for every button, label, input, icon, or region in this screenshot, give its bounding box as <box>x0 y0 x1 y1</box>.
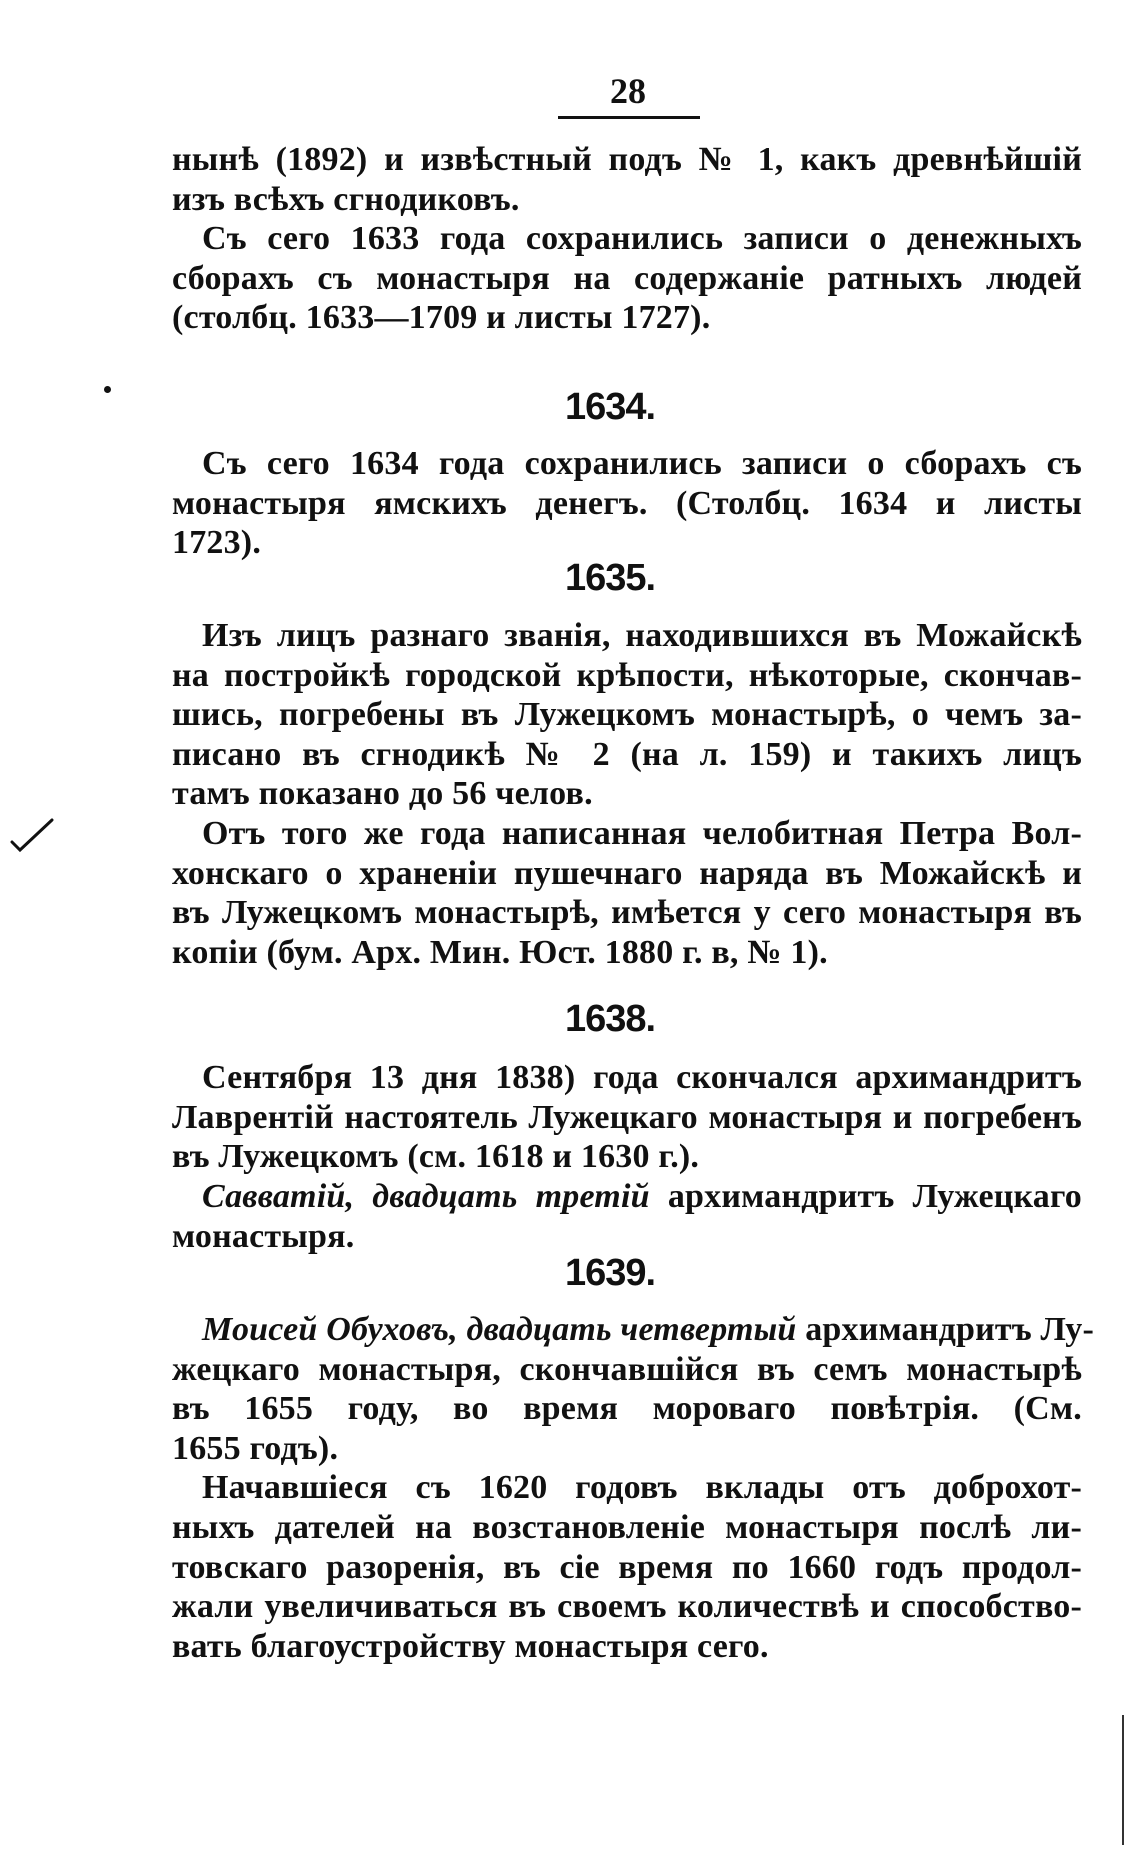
text-line: въ 1655 году, во время мороваго повѣтрія. (См. <box>172 1390 1082 1428</box>
text-line: сборахъ съ монастыря на содержаніе ратныхъ людей <box>172 259 1082 297</box>
text-line: жецкаго монастыря, скончавшійся въ семъ монастырѣ <box>172 1350 1082 1388</box>
text-line: копіи (бум. Арх. Мин. Юст. 1880 г. в, № 1). <box>172 933 828 971</box>
text-line: вать благоустройству монастыря сего. <box>172 1627 769 1665</box>
text-line: жали увеличиваться въ своемъ количествѣ и способство- <box>172 1588 1082 1626</box>
text-line: тамъ показано до 56 челов. <box>172 775 593 813</box>
text-line: Начавшіеся съ 1620 годовъ вклады отъ доброхот- <box>202 1469 1082 1507</box>
page-number: 28 <box>610 71 646 111</box>
text-line: Сентября 13 дня 1838) года скончался архимандритъ <box>202 1059 1082 1096</box>
text-line: (столбц. 1633—1709 и листы 1727). <box>172 299 711 337</box>
text-line: Изъ лицъ разнаго званія, находившихся въ Можайскѣ <box>202 617 1082 654</box>
paragraph-1 <box>172 140 1082 338</box>
text-line: нынѣ (1892) и извѣстный подъ № 1, какъ древнѣйшій <box>172 141 1082 178</box>
text-line <box>172 1310 1094 1350</box>
text-line: въ Лужецкомъ (см. 1618 и 1630 г.). <box>172 1138 700 1176</box>
paragraph-6 <box>172 1310 1094 1666</box>
text-run: архимандритъ Лу- <box>796 1311 1094 1348</box>
text-line: Лаврентій настоятель Лужецкаго монастыря и погребенъ <box>172 1098 1082 1136</box>
paragraph-2 <box>172 444 1082 563</box>
margin-rule <box>1122 1715 1124 1845</box>
text-line: Отъ того же года написанная челобитная Петра Вол- <box>202 814 1082 852</box>
year-heading: 1635. <box>564 557 656 599</box>
text-line: изъ всѣхъ сгнодиковъ. <box>172 180 520 218</box>
text-line: Съ сего 1633 года сохранились записи о денежныхъ <box>202 220 1082 258</box>
year-heading: 1639. <box>564 1252 656 1294</box>
paragraph-5 <box>172 1177 1082 1256</box>
text-line: въ Лужецкомъ монастырѣ, имѣется у сего монастыря въ <box>172 894 1082 932</box>
italic-name: Моисей Обуховъ, двадцать четвертый <box>202 1311 797 1348</box>
paragraph-3 <box>172 616 1082 972</box>
checkmark-icon <box>10 818 54 854</box>
year-heading: 1634. <box>564 386 656 428</box>
paragraph-4 <box>172 1058 1082 1177</box>
page-number-rule <box>558 116 700 119</box>
text-line: 1723). <box>172 524 262 562</box>
text-line: монастыря ямскихъ денегъ. (Столбц. 1634 и листы <box>172 484 1082 522</box>
text-line: монастыря. <box>172 1217 355 1255</box>
text-line: на постройкѣ городской крѣпости, нѣкоторые, скончав- <box>172 656 1082 694</box>
year-heading: 1638. <box>564 998 656 1040</box>
text-line: 1655 годъ). <box>172 1429 339 1467</box>
text-line: писано въ сгнодикѣ № 2 (на л. 159) и такихъ лицъ <box>172 735 1082 773</box>
text-line: Съ сего 1634 года сохранились записи о сборахъ съ <box>202 445 1082 482</box>
text-line: товскаго разоренія, въ сіе время по 1660 годъ продол- <box>172 1548 1082 1586</box>
text-line: шись, погребены въ Лужецкомъ монастырѣ, о чемъ за- <box>172 696 1082 734</box>
text-line <box>172 1177 1082 1217</box>
text-run: архимандритъ Лужецкаго <box>649 1178 1082 1215</box>
text-line: ныхъ дателей на возстановленіе монастыря послѣ ли- <box>172 1508 1082 1546</box>
italic-name: Савватій, двадцать третій <box>202 1178 650 1215</box>
ink-dot <box>104 386 111 393</box>
text-line: хонскаго о храненіи пушечнаго наряда въ Можайскѣ и <box>172 854 1082 892</box>
